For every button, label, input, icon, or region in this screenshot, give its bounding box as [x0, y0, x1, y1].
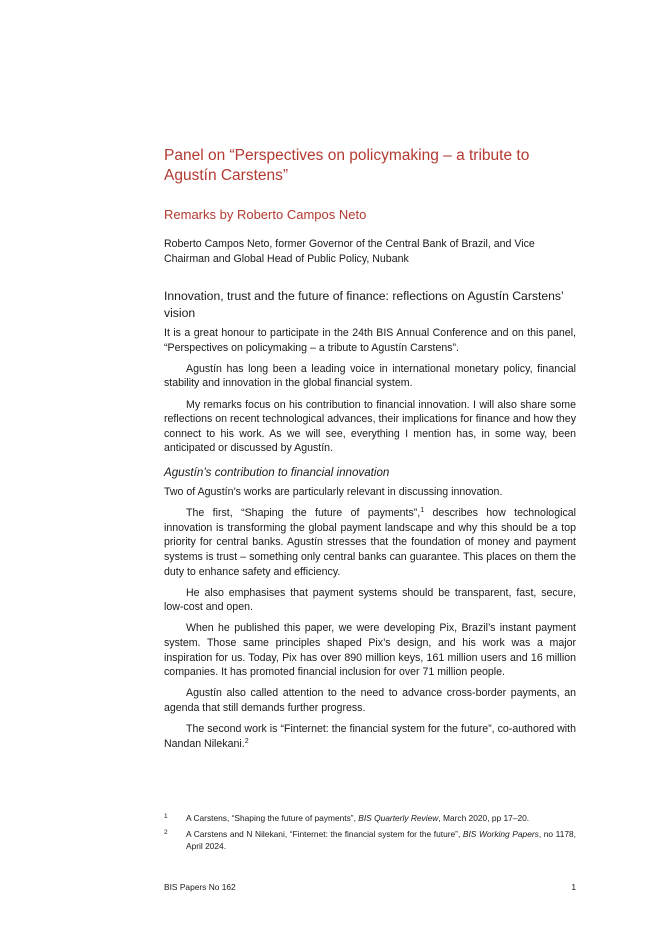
paragraph: [164, 506, 576, 579]
paragraph: When he published this paper, we were developing Pix, Brazil’s instant payment system. Those same principles shaped Pix’s design, and his work was a major inspiration for us. Today, Pix has over 890 million keys, 161 million users and 16 million companies. It has promoted financial inclusion for over 71 million people.: [164, 622, 576, 679]
paragraph-text: The first, “Shaping the future of payments”,: [186, 507, 421, 520]
footnote-text-part: , March 2020, pp 17–20.: [438, 813, 530, 823]
paragraph: Agustín has long been a leading voice in international monetary policy, financial stability and innovation in the global financial system.: [164, 362, 576, 390]
footnote: [164, 812, 576, 824]
page-number: 1: [571, 882, 576, 892]
footnote-text: [186, 812, 576, 824]
footnote: [164, 828, 576, 852]
footnote-publication: BIS Working Papers: [462, 829, 539, 839]
section-heading: Innovation, trust and the future of finance: reflections on Agustín Carstens’ vision: [164, 289, 564, 320]
footnotes: [164, 812, 576, 856]
footnote-text-part: A Carstens, “Shaping the future of payments”,: [186, 813, 359, 823]
paragraph: It is a great honour to participate in the 24th BIS Annual Conference and on this panel, “Perspectives on policymaking – a tribute to Agustín Carstens”.: [164, 327, 576, 354]
subheading: Agustín’s contribution to financial innovation: [164, 465, 390, 479]
paragraph-text: The second work is “Finternet: the financial system for the future”, co-authored with Nandan Nilekani.: [164, 723, 576, 750]
paragraph: Two of Agustín’s works are particularly relevant in discussing innovation.: [164, 485, 503, 498]
footnote-ref-1[interactable]: 1: [420, 507, 425, 515]
paragraph: Agustín also called attention to the need to advance cross-border payments, an agenda that still demands further progress.: [164, 687, 576, 715]
footnote-number: 2: [164, 829, 168, 836]
paragraph: [164, 722, 576, 751]
footnote-text: [186, 828, 576, 852]
footnote-number: 1: [164, 813, 168, 820]
paragraph: My remarks focus on his contribution to financial innovation. I will also share some reflections on recent technological advances, their implications for finance and how they connect to his work. As we will see, everything I mention has, in some way, been anticipated or discussed by Agustín.: [164, 398, 576, 455]
paragraph: He also emphasises that payment systems should be transparent, fast, secure, low-cost and open.: [164, 586, 576, 614]
paragraph-text: describes how technological innovation is transforming the global payment landscape and why this should be a top priority for central banks. Agustín stresses that the foundation of money and payment systems is trust – something only central banks can guarantee. This places on them the duty to enhance safety and efficiency.: [164, 507, 576, 578]
remarks-subtitle: Remarks by Roberto Campos Neto: [164, 207, 367, 222]
author-affiliation: Roberto Campos Neto, former Governor of the Central Bank of Brazil, and Vice Chairman and Global Head of Public Policy, Nubank: [164, 238, 535, 265]
publication-name: BIS Papers No 162: [164, 882, 236, 892]
footnote-text-part: A Carstens and N Nilekani, “Finternet: the financial system for the future”,: [186, 829, 463, 839]
footnote-text-part: , no 1178, April 2024.: [186, 829, 576, 851]
footnote-ref-2[interactable]: 2: [244, 737, 249, 745]
page-footer: [164, 881, 576, 893]
footnote-publication: BIS Quarterly Review: [358, 813, 439, 823]
page-title: Panel on “Perspectives on policymaking – a tribute to Agustín Carstens”: [164, 147, 530, 184]
body-text: [164, 326, 576, 758]
